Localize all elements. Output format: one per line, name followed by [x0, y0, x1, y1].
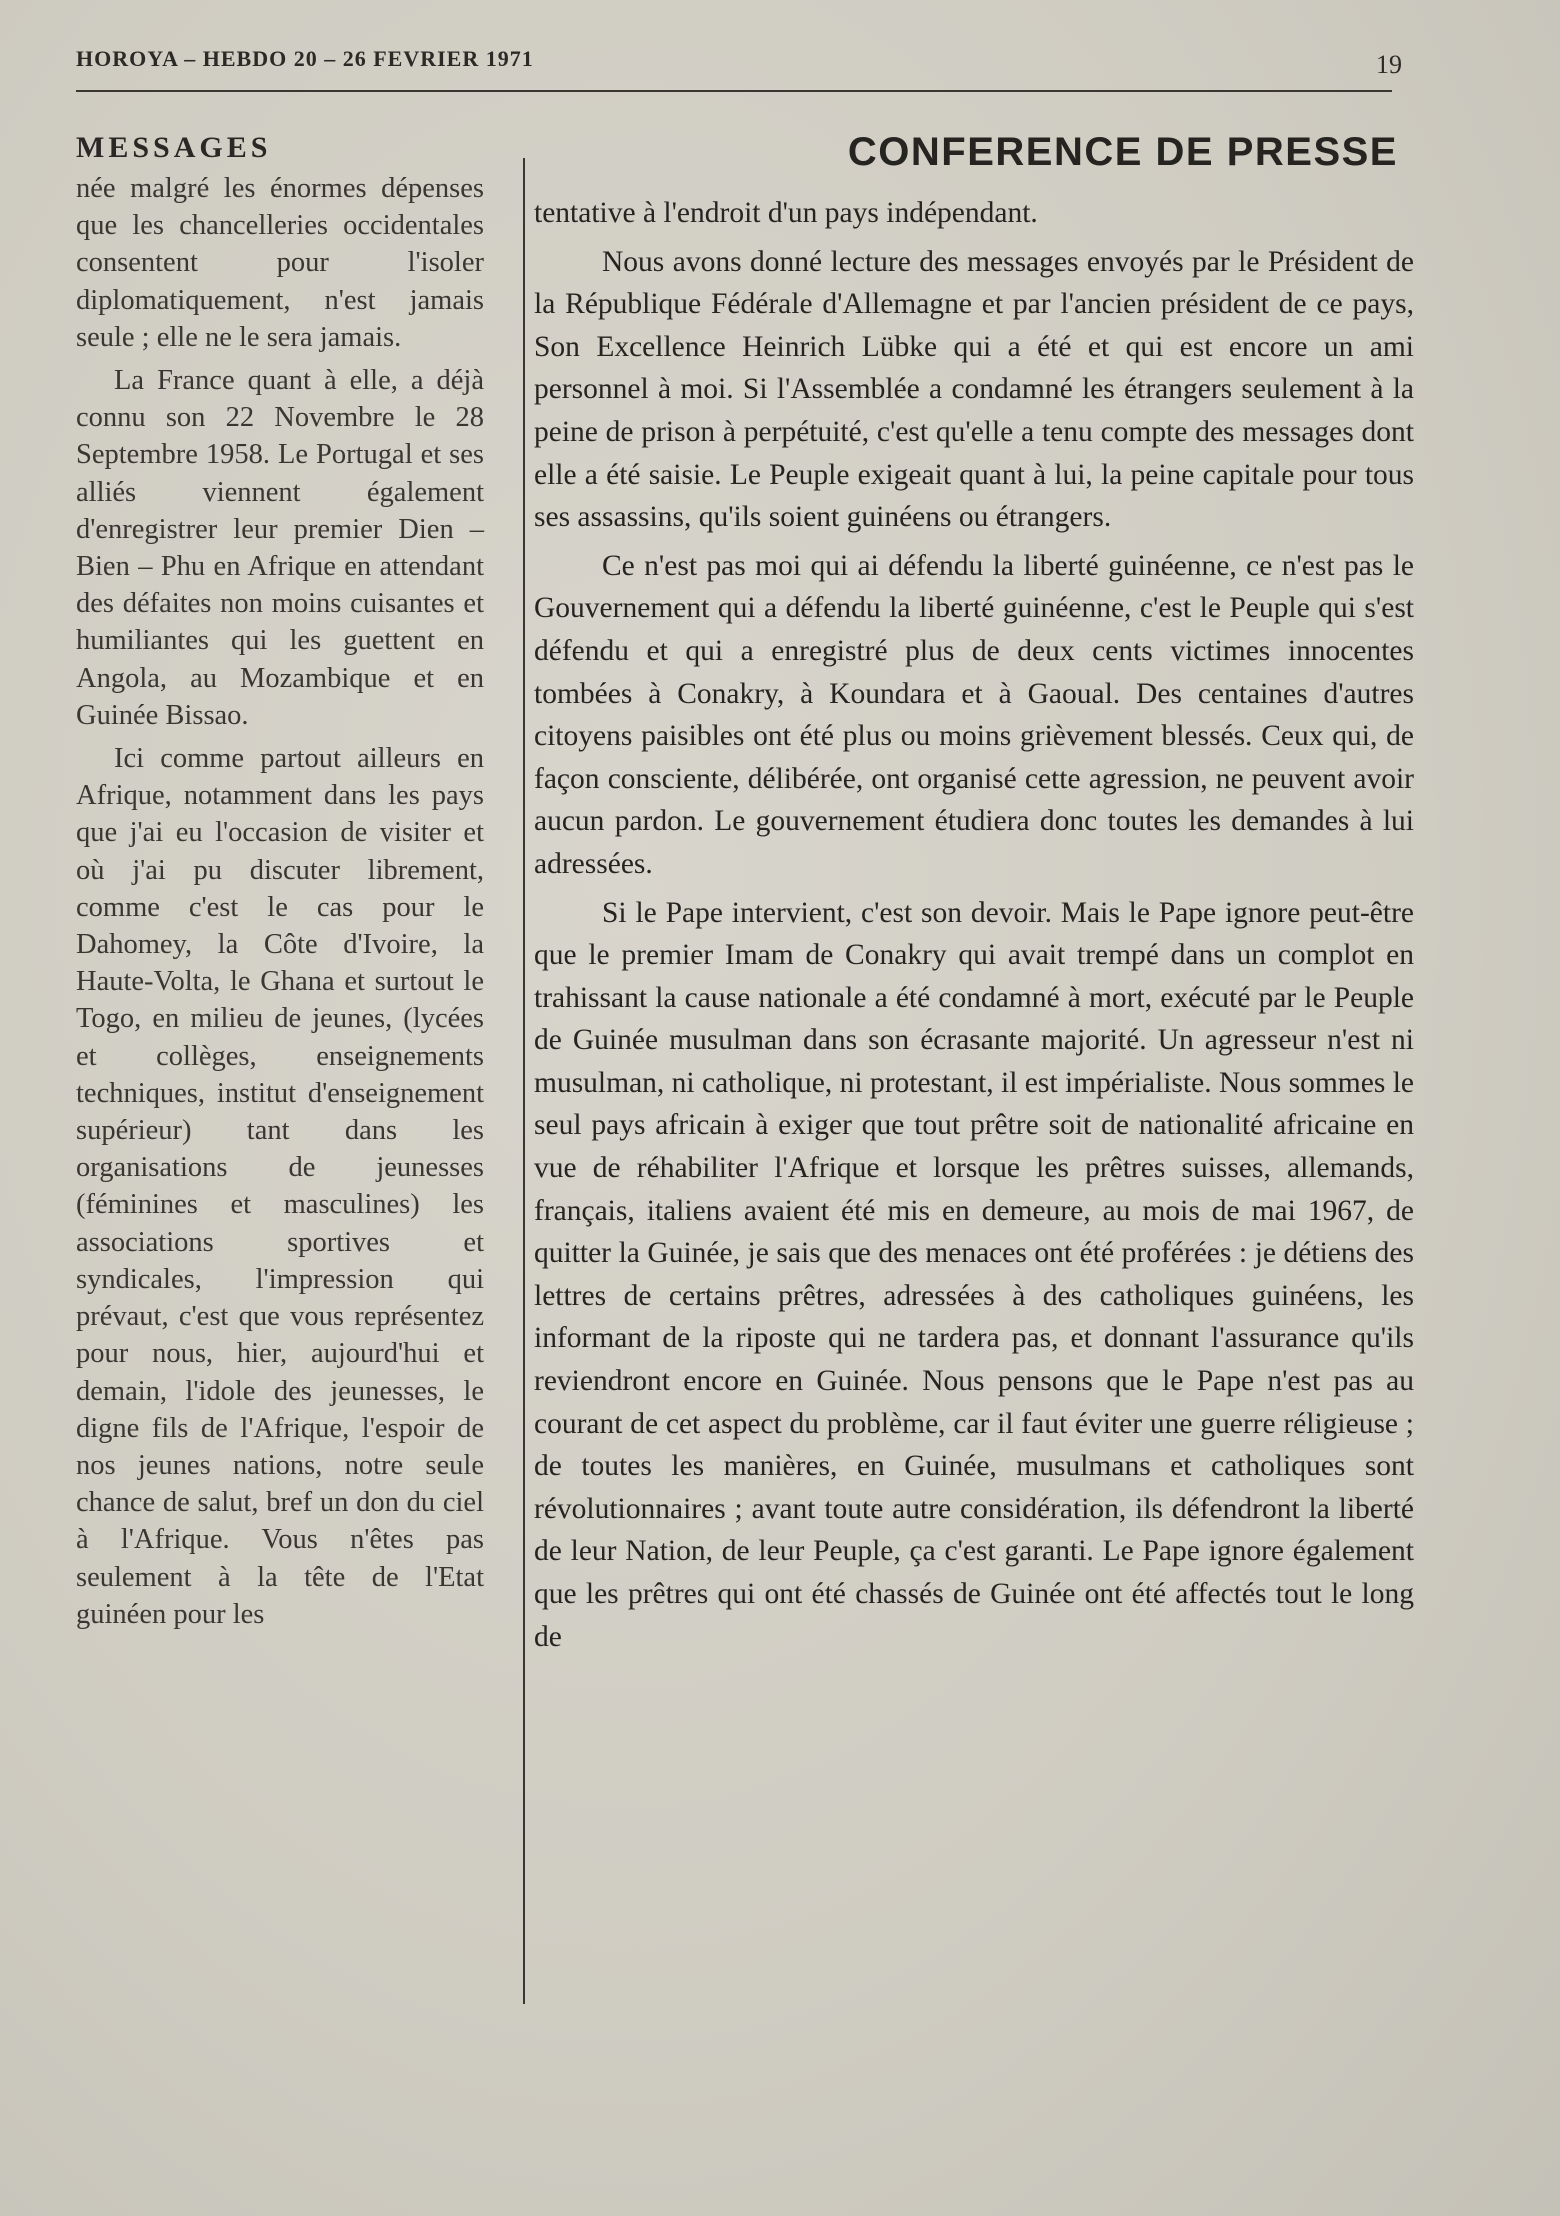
page-number: 19	[1376, 50, 1402, 79]
page-header	[76, 46, 1402, 86]
article-headline: CONFERENCE DE PRESSE	[847, 130, 1398, 174]
right-paragraph-2: Nous avons donné lecture des messages envoyés par le Président de la République Fédérale d'Allemagne et par l'ancien président de ce pays, Son Excellence Heinrich Lübke qui a été et qui est encore un ami personnel à moi. Si l'Assemblée a condamné les étrangers seulement à la peine de prison à perpétuité, c'est qu'elle a tenu compte des messages dont elle a été saisie. Le Peuple exigeait quant à lui, la peine capitale pour tous ses assassins, qu'ils soient guinéens ou étrangers.	[534, 245, 1414, 534]
masthead: HOROYA – HEBDO 20 – 26 FEVRIER 1971	[76, 46, 534, 71]
header-rule	[76, 90, 1392, 92]
left-paragraph-1: née malgré les énormes dépenses que les chancelleries occidentales consentent pour l'isoler diplomatiquement, n'est jamais seule ; elle ne le sera jamais.	[76, 173, 484, 353]
right-paragraph-4: Si le Pape intervient, c'est son devoir. Mais le Pape ignore peut-être que le premier Imam de Conakry qui avait trempé dans un complot en trahissant la cause nationale a été condamné à mort, exécuté par le Peuple de Guinée musulman dans son écrasante majorité. Un agresseur n'est ni musulman, ni catholique, ni protestant, il est impérialiste. Nous sommes le seul pays africain à exiger que tout prêtre soit de nationalité africaine en vue de réhabiliter l'Afrique et lorsque les prêtres suisses, allemands, français, italiens avaient été mis en demeure, au mois de mai 1967, de quitter la Guinée, je sais que des menaces ont été proférées : je détiens des lettres de certains prêtres, adressées à des catholiques guinéens, les informant de la riposte qui ne tardera pas, et donnant l'assurance qu'ils reviendront encore en Guinée. Nous pensons que le Pape n'est pas au courant de cet aspect du problème, car il faut éviter une guerre réligieuse ; de toutes les manières, en Guinée, musulmans et catholiques sont révolutionnaires ; avant toute autre considération, ils défendront la liberté de leur Nation, de leur Peuple, ça c'est garanti. Le Pape ignore également que les prêtres qui ont été chassés de Guinée ont été affectés tout le long de	[534, 896, 1414, 1653]
left-paragraph-3: Ici comme partout ailleurs en Afrique, notamment dans les pays que j'ai eu l'occasion de visiter et où j'ai pu discuter librement, comme c'est le cas pour le Dahomey, la Côte d'Ivoire, la Haute-Volta, le Ghana et surtout le Togo, en milieu de jeunes, (lycées et collèges, enseignements techniques, institut d'enseignement supérieur) tant dans les organisations de jeunesses (féminines et masculines) les associations sportives et syndicales, l'impression qui prévaut, c'est que vous représentez pour nous, hier, aujourd'hui et demain, l'idole des jeunesses, le digne fils de l'Afrique, l'espoir de nos jeunes nations, notre seule chance de salut, bref un don du ciel à l'Afrique. Vous n'êtes pas seulement à la tête de l'Etat guinéen pour les	[76, 743, 484, 1630]
left-column	[76, 130, 484, 1633]
right-column	[534, 192, 1414, 1658]
section-label: MESSAGES	[76, 131, 272, 164]
column-divider	[523, 158, 525, 2004]
right-paragraph-1: tentative à l'endroit d'un pays indépendant.	[534, 197, 1038, 229]
left-paragraph-2: La France quant à elle, a déjà connu son 22 Novembre le 28 Septembre 1958. Le Portugal et ses alliés viennent également d'enregistrer leur premier Dien – Bien – Phu en Afrique en attendant des défaites non moins cuisantes et humiliantes qui les guettent en Angola, au Mozambique et en Guinée Bissao.	[76, 365, 484, 731]
right-paragraph-3: Ce n'est pas moi qui ai défendu la liberté guinéenne, ce n'est pas le Gouvernement qui a défendu la liberté guinéenne, c'est le Peuple qui s'est défendu et qui a enregistré plus de deux cents victimes innocentes tombées à Conakry, à Koundara et à Gaoual. Des centaines d'autres citoyens paisibles ont été plus ou moins grièvement blessés. Ceux qui, de façon consciente, délibérée, ont organisé cette agression, ne peuvent avoir aucun pardon. Le gouvernement étudiera donc toutes les demandes à lui adressées.	[534, 549, 1414, 880]
